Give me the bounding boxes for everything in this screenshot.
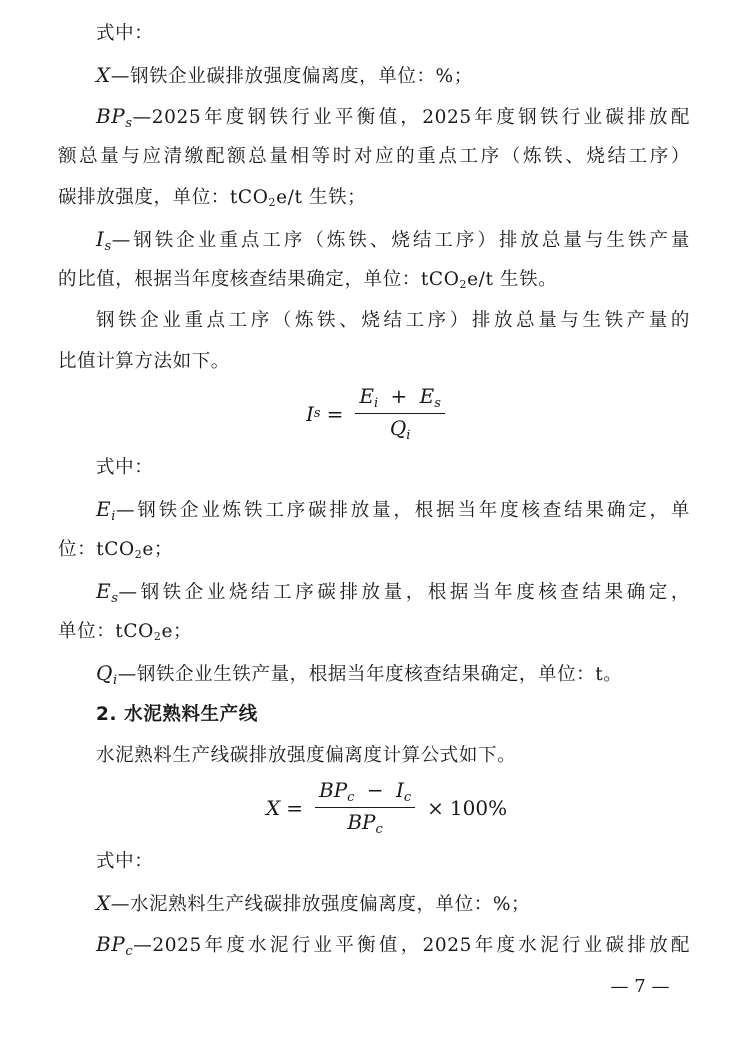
definition-x-cement: X—水泥熟料生产线碳排放强度偏离度，单位：%； <box>96 891 531 915</box>
definition-bpc-line1: $BP_c—2025$年度水泥行业平衡值，2025年度水泥行业碳排放配 <box>96 932 690 959</box>
numerator: $E_i + E_s$ <box>355 384 445 414</box>
fraction <box>315 778 415 837</box>
denominator: $Q_i$ <box>389 416 411 443</box>
section-heading: 2. 水泥熟料生产线 <box>96 704 258 725</box>
numerator: $BP_c - I_c$ <box>315 778 415 808</box>
formula-legend-heading: 式中： <box>96 457 154 478</box>
definition-ei-line1: $E_i—$钢铁企业炼铁工序碳排放量，根据当年度核查结果确定，单 <box>96 497 690 524</box>
page-number: — 7 — <box>610 976 670 997</box>
formula-legend-heading: 式中： <box>96 851 154 872</box>
definition-is-line1: $I_s—$钢铁企业重点工序（炼铁、烧结工序）排放总量与生铁产量 <box>96 227 690 254</box>
definition-bps-line1: $BP_s—2025$年度钢铁行业平衡值，2025年度钢铁行业碳排放配 <box>96 104 690 131</box>
fraction <box>355 384 445 443</box>
definition-is-line2: 的比值，根据当年度核查结果确定，单位：tCO2e/t 生铁。 <box>58 269 558 291</box>
method-intro-line2: 比值计算方法如下。 <box>58 351 230 372</box>
definition-ei-line2: 位：tCO2e； <box>58 539 174 561</box>
denominator: $BP_c$ <box>347 810 383 837</box>
method-intro-line1: 钢铁企业重点工序（炼铁、烧结工序）排放总量与生铁产量的 <box>96 310 690 331</box>
definition-bps-line3: 碳排放强度，单位：tCO2e/t 生铁； <box>58 187 367 209</box>
formula-legend-heading: 式中： <box>96 23 154 44</box>
definition-x-steel: X—钢铁企业碳排放强度偏离度，单位：%； <box>96 63 473 87</box>
formula-is: I s = $\frac{E_i + E_s}{Q_i}$ <box>306 384 451 443</box>
definition-es-line2: 单位：tCO2e； <box>58 621 193 643</box>
cement-formula-intro: 水泥熟料生产线碳排放强度偏离度计算公式如下。 <box>96 745 517 766</box>
definition-es-line1: $E_s—$钢铁企业烧结工序碳排放量，根据当年度核查结果确定， <box>96 579 690 606</box>
formula-x-cement: X = $\frac{BP_c - I_c}{BP_c}$ × 100% <box>266 778 508 837</box>
definition-qi: $Q_i—$钢铁企业生铁产量，根据当年度核查结果确定，单位：t。 <box>96 661 623 688</box>
definition-bps-line2: 额总量与应清缴配额总量相等时对应的重点工序（炼铁、烧结工序） <box>58 146 690 167</box>
